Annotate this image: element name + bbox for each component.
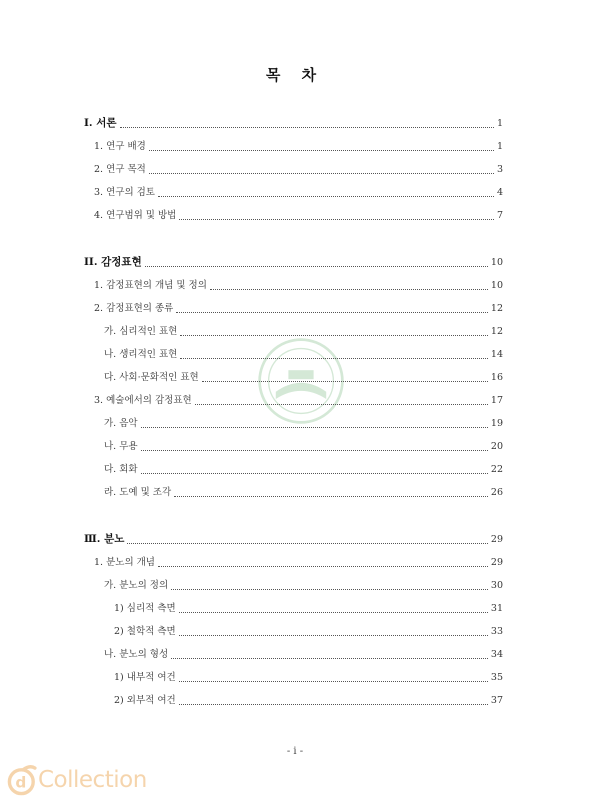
toc-entry: 가. 심리적인 표현 12 <box>104 326 503 337</box>
toc-title: 목 차 <box>265 66 325 84</box>
svg-text:d: d <box>15 773 27 792</box>
toc-entry: 3. 연구의 검토 4 <box>94 187 503 198</box>
toc-entry: I. 서론 1 <box>84 117 503 129</box>
toc-entry: 2) 철학적 측면 33 <box>114 626 503 637</box>
toc-entry: 1) 내부적 여건 35 <box>114 672 503 683</box>
toc-entry: 가. 분노의 정의 30 <box>104 580 503 591</box>
toc-entry: 다. 사회·문화적인 표현 16 <box>104 372 503 383</box>
toc-entry: 1. 감정표현의 개념 및 정의 10 <box>94 280 503 291</box>
toc-entry: 3. 예술에서의 감정표현 17 <box>94 395 503 406</box>
dcollection-logo <box>6 762 147 798</box>
toc-entry: 4. 연구범위 및 방법 7 <box>94 210 503 221</box>
toc-entry: 나. 생리적인 표현 14 <box>104 349 503 360</box>
page-number: - i - <box>286 746 304 757</box>
toc-entry: 1. 분노의 개념 29 <box>94 557 503 568</box>
toc-entry: 가. 음악 19 <box>104 418 503 429</box>
toc-entry: 2) 외부적 여건 37 <box>114 695 503 706</box>
toc-entry: 나. 분노의 형성 34 <box>104 649 503 660</box>
toc-entry: 1. 연구 배경 1 <box>94 141 503 152</box>
toc-entry: Ⅲ. 분노 29 <box>84 533 503 545</box>
toc-entry: 2. 감정표현의 종류 12 <box>94 303 503 314</box>
dcollection-text: Collection <box>38 767 147 793</box>
toc-entry: 2. 연구 목적 3 <box>94 164 503 175</box>
toc-entry: 다. 회화 22 <box>104 464 503 475</box>
toc-entry: 1) 심리적 측면 31 <box>114 603 503 614</box>
dcollection-logo-icon <box>6 763 40 797</box>
toc-entry: II. 감정표현 10 <box>84 256 503 268</box>
toc-entry: 나. 무용 20 <box>104 441 503 452</box>
toc-entry: 라. 도예 및 조각 26 <box>104 487 503 498</box>
